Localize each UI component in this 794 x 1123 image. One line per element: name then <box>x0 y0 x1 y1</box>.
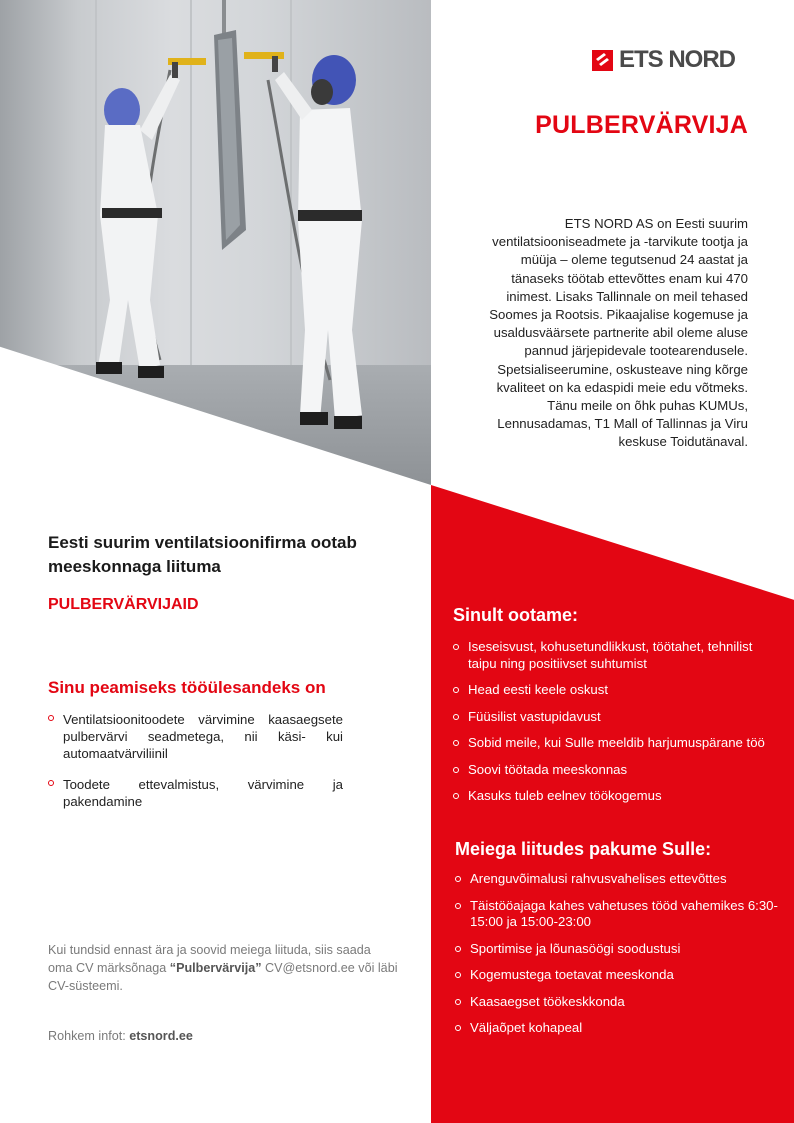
bullet-icon <box>455 1025 461 1031</box>
bullet-icon <box>453 793 459 799</box>
bullet-icon <box>453 687 459 693</box>
bullet-icon <box>453 714 459 720</box>
apply-keyword: “Pulbervärvija” <box>169 961 262 975</box>
website-link[interactable]: etsnord.ee <box>129 1029 193 1043</box>
headline: Eesti suurim ventilatsioonifirma ootab meeskonnaga liituma <box>48 533 357 576</box>
ets-nord-logo-mark-icon <box>592 50 613 71</box>
bullet-icon <box>48 780 54 786</box>
list-item: Füüsilist vastupidavust <box>453 709 778 726</box>
tasks-list <box>48 711 343 824</box>
tasks-title: Sinu peamiseks tööülesandeks on <box>48 678 326 697</box>
requirements-list <box>453 639 778 815</box>
offer-list <box>455 871 780 1047</box>
position-subhead: PULBERVÄRVIJAID <box>48 596 199 613</box>
bullet-icon <box>453 767 459 773</box>
bullet-icon <box>455 876 461 882</box>
hero-photo <box>0 0 431 485</box>
list-item: Sportimise ja lõunasöögi soodustusi <box>455 941 780 958</box>
job-title: PULBERVÄRVIJA <box>535 111 748 139</box>
bullet-icon <box>453 644 459 650</box>
list-item: Toodete ettevalmistus, värvimine ja pakendamine <box>48 776 343 810</box>
bullet-icon <box>453 740 459 746</box>
list-item: Arenguvõimalusi rahvusvahelises ettevõttes <box>455 871 780 888</box>
list-item: Ventilatsioonitoodete värvimine kaasaegsete pulbervärvi seadmetega, nii käsi- kui automaatvärviliinil <box>48 711 343 762</box>
list-item: Sobid meile, kui Sulle meeldib harjumuspärane töö <box>453 735 778 752</box>
apply-instructions: Kui tundsid ennast ära ja soovid meiega liituda, siis saada oma CV märksõnaga “Pulbervärvija” CV@etsnord.ee või läbi CV-süsteemi. <box>48 943 398 993</box>
more-info: Rohkem infot: etsnord.ee <box>48 1029 193 1043</box>
company-intro: ETS NORD AS on Eesti suurim ventilatsiooniseadmete ja -tarvikute tootja ja müüja – oleme tegutsenud 24 aastat ja tänaseks töötab ettevõttes enam kui 470 inimest. Lisaks Tallinnale on meil tehased Soomes ja Rootsis. Pikaajalise kogemuse ja usaldusväärsete partnerite abil oleme aluse pannud järjepidevale tootearendusele. Spetsialiseerumine, oskusteave ning kõrge kvaliteet on ka edaspidi meie edu võtmeks. Tänu meile on õhk puhas KUMUs, Lennusadamas, T1 Mall of Tallinnas ja Viru keskuse Toidutänaval. <box>489 216 748 450</box>
bullet-icon <box>455 903 461 909</box>
bullet-icon <box>48 715 54 721</box>
list-item: Kasuks tuleb eelnev töökogemus <box>453 788 778 805</box>
list-item: Kogemustega toetavat meeskonda <box>455 967 780 984</box>
list-item: Soovi töötada meeskonnas <box>453 762 778 779</box>
requirements-title: Sinult ootame: <box>453 605 578 625</box>
ets-nord-logo <box>592 46 735 74</box>
bullet-icon <box>455 999 461 1005</box>
brand-name: ETS NORD <box>619 46 736 73</box>
list-item: Kaasaegset töökeskkonda <box>455 994 780 1011</box>
list-item: Täistööajaga kahes vahetuses tööd vahemikes 6:30-15:00 ja 15:00-23:00 <box>455 898 780 931</box>
list-item: Head eesti keele oskust <box>453 682 778 699</box>
bullet-icon <box>455 946 461 952</box>
bullet-icon <box>455 972 461 978</box>
list-item: Väljaõpet kohapeal <box>455 1020 780 1037</box>
offer-title: Meiega liitudes pakume Sulle: <box>455 839 712 859</box>
list-item: Iseseisvust, kohusetundlikkust, töötahet, tehnilist taipu ning positiivset suhtumist <box>453 639 778 672</box>
